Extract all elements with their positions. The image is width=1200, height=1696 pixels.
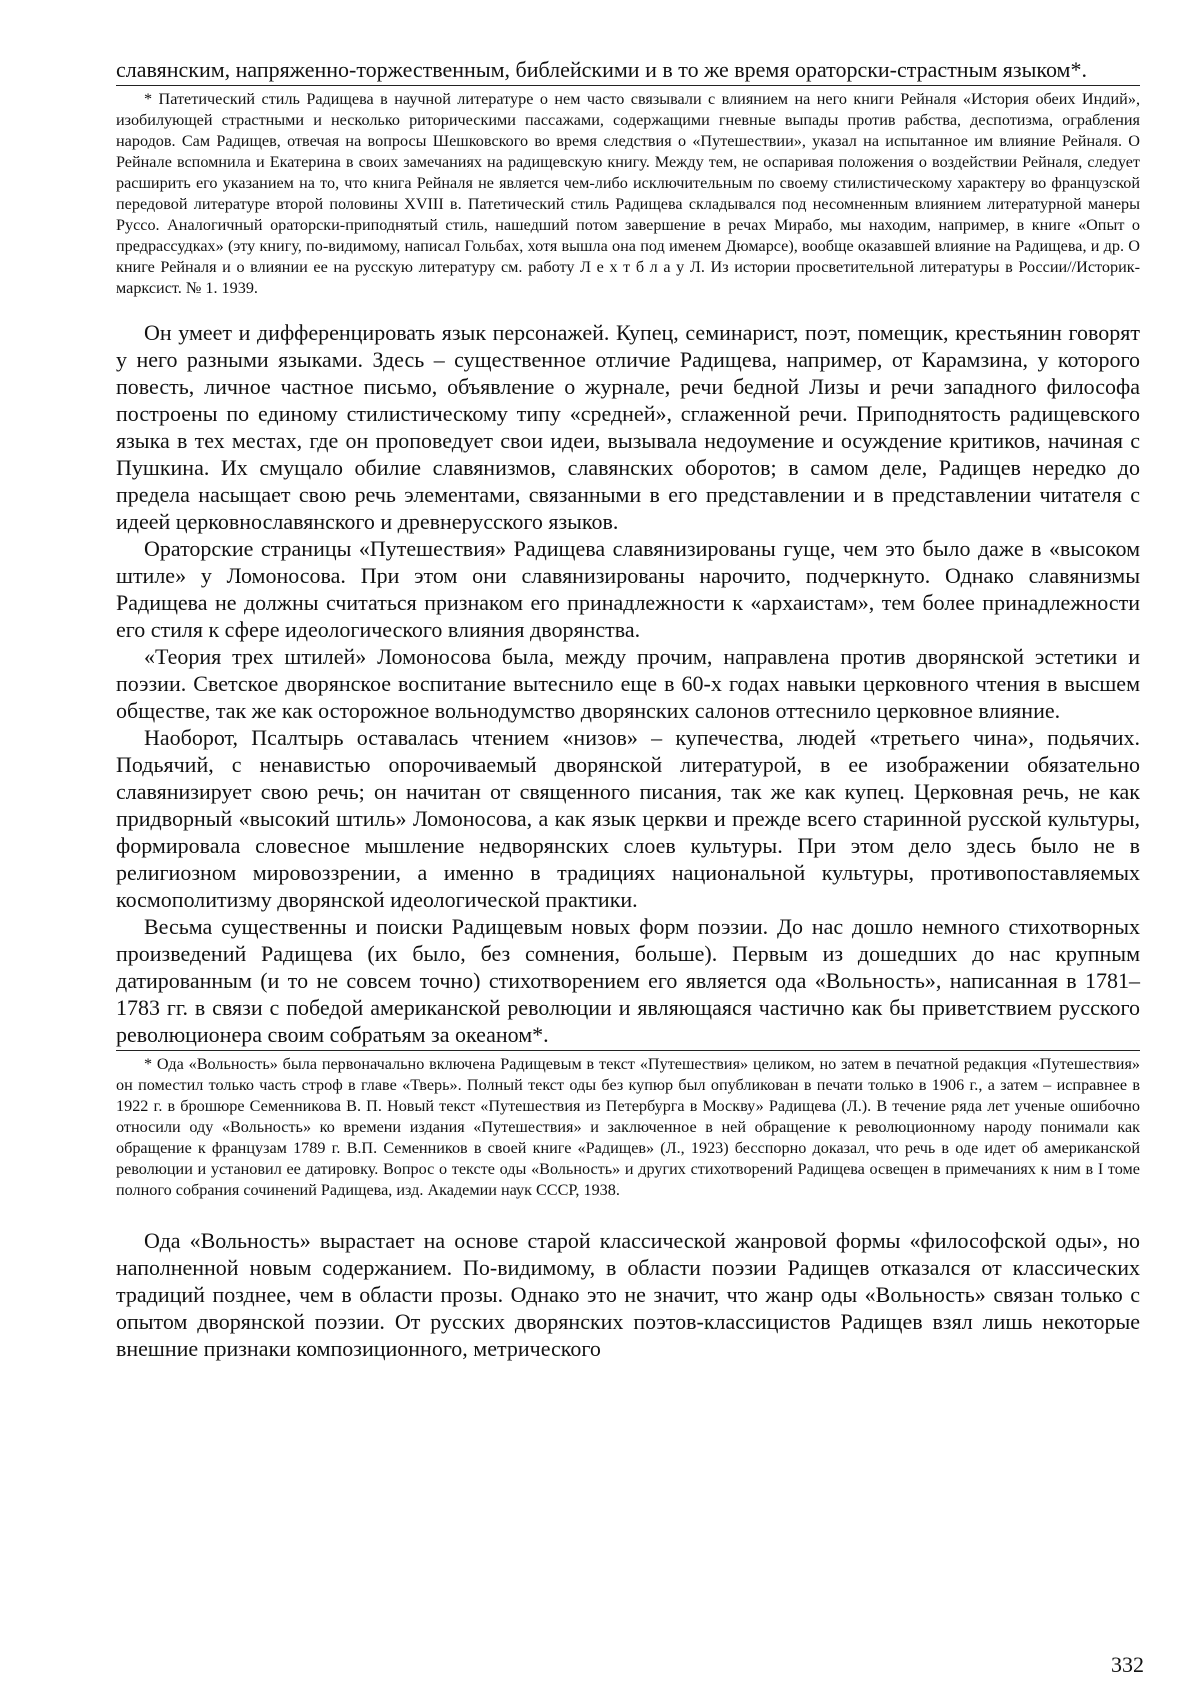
paragraph-3: «Теория трех штилей» Ломоносова была, между прочим, направлена против дворянской эстетики и поэзии. Светское дворянское воспитание вытеснило еще в 60-х годах навыки церковного чтения в высшем обществе, так же как осторожное вольнодумство дворянских салонов оттеснило церковное влияние. bbox=[116, 644, 1140, 723]
page-number: 332 bbox=[1111, 1652, 1144, 1677]
spacer bbox=[116, 1201, 1140, 1227]
paragraph-4: Наоборот, Псалтырь оставалась чтением «низов» – купечества, людей «третьего чина», подьячих. Подьячий, с ненавистью опорочиваемый дворянской литературой, в ее изображении обязательно славянизирует свою речь; он начитан от священного писания, так же как купец. Церковная речь, не как придворный «высокий штиль» Ломоносова, а как язык церкви и прежде всего старинной русской культуры, формировала словесное мышление недворянских слоев культуры. При этом дело здесь было не в религиозном мировоззрении, а именно в традициях национальной культуры, противопоставляемых космополитизму дворянской идеологической практики. bbox=[116, 725, 1140, 912]
paragraph-1: Он умеет и дифференцировать язык персонажей. Купец, семинарист, поэт, помещик, крестьянин говорят у него разными языками. Здесь – существенное отличие Радищева, например, от Карамзина, у которого повесть, личное частное письмо, объявление о журнале, речи бедной Лизы и речи западного философа построены по единому стилистическому типу «средней», сглаженной речи. Приподнятость радищевского языка в тех местах, где он проповедует свои идеи, вызывала недоумение и осуждение критиков, начиная с Пушкина. Их смущало обилие славянизмов, славянских оборотов; в самом деле, Радищев нередко до предела насыщает свою речь элементами, связанными в его представлении и в представлении читателя с идеей церковнославянского и древнерусского языков. bbox=[116, 320, 1140, 534]
footnote-2: * Ода «Вольность» была первоначально включена Радищевым в текст «Путешествия» целиком, но затем в печатной редакция «Путешествия» он поместил только часть строф в главе «Тверь». Полный текст оды без купюр был опубликован в печати только в 1906 г., а затем – исправнее в 1922 г. в брошюре Семенникова В. П. Новый текст «Путешествия из Петербурга в Москву» Радищева (Л.). В течение ряда лет ученые ошибочно относили оду «Вольность» ко времени издания «Путешествия» и заключенное в ней обращение к революционному народу понимали как обращение к французам 1789 г. В.П. Семенников в своей книге «Радищев» (Л., 1923) бесспорно доказал, что речь в оде идет об американской революции и установил ее датировку. Вопрос о тексте оды «Вольность» и других стихотворений Радищева освещен в примечаниях к ним в I томе полного собрания сочинений Радищева, изд. Академии наук СССР, 1938. bbox=[116, 1055, 1140, 1199]
paragraph-continuation: славянским, напряженно-торжественным, библейскими и в то же время ораторски-страстным языком*. bbox=[116, 57, 1087, 82]
footnote-separator bbox=[116, 1050, 1140, 1051]
footnote-separator bbox=[116, 85, 1140, 86]
paragraph-2: Ораторские страницы «Путешествия» Радищева славянизированы гуще, чем это было даже в «высоком штиле» у Ломоносова. При этом они славянизированы нарочито, подчеркнуто. Однако славянизмы Радищева не должны считаться признаком его принадлежности к «архаистам», тем более принадлежности его стиля к сфере идеологического влияния дворянства. bbox=[116, 536, 1140, 642]
spacer bbox=[116, 299, 1140, 319]
paragraph-6: Ода «Вольность» вырастает на основе старой классической жанровой формы «философской оды», но наполненной новым содержанием. По-видимому, в области поэзии Радищев отказался от классических традиций позднее, чем в области прозы. Однако это не значит, что жанр оды «Вольность» связан только с опытом дворянской поэзии. От русских дворянских поэтов-классицистов Радищев взял лишь некоторые внешние признаки композиционного, метрического bbox=[116, 1228, 1140, 1361]
footnote-1: * Патетический стиль Радищева в научной литературе о нем часто связывали с влиянием на него книги Рейналя «История обеих Индий», изобилующей страстными и несколько риторическими пассажами, содержащими гневные выпады против рабства, деспотизма, ограбления народов. Сам Радищев, отвечая на вопросы Шешковского во время следствия о «Путешествии», указал на испытанное им влияние Рейналя. О Рейнале вспомнила и Екатерина в своих замечаниях на радищевскую книгу. Между тем, не оспаривая положения о воздействии Рейналя, следует расширить его указанием на то, что книга Рейналя не является чем-либо исключительным по своему стилистическому характеру во французской передовой литературе второй половины XVIII в. Патетический стиль Радищева складывался под несомненным влиянием литературной манеры Руссо. Аналогичный ораторски-приподнятый стиль, нашедший потом завершение в речах Мирабо, мы находим, например, в книге «Опыт о предрассудках» (эту книгу, по-видимому, написал Гольбах, хотя вышла она под именем Дюмарсе), вообще оказавшей влияние на Радищева, и др. О книге Рейналя и о влиянии ее на русскую литературу см. работу Л е х т б л а у Л. Из истории просветительной литературы в России//Историк-марксист. № 1. 1939. bbox=[116, 90, 1140, 297]
paragraph-5: Весьма существенны и поиски Радищевым новых форм поэзии. До нас дошло немного стихотворных произведений Радищева (их было, без сомнения, больше). Первым из дошедших до нас крупным датированным (и то не совсем точно) стихотворением его является ода «Вольность», написанная в 1781–1783 гг. в связи с победой американской революции и являющаяся частично как бы приветствием русского революционера своим собратьям за океаном*. bbox=[116, 914, 1140, 1047]
document-page bbox=[116, 56, 1140, 1656]
